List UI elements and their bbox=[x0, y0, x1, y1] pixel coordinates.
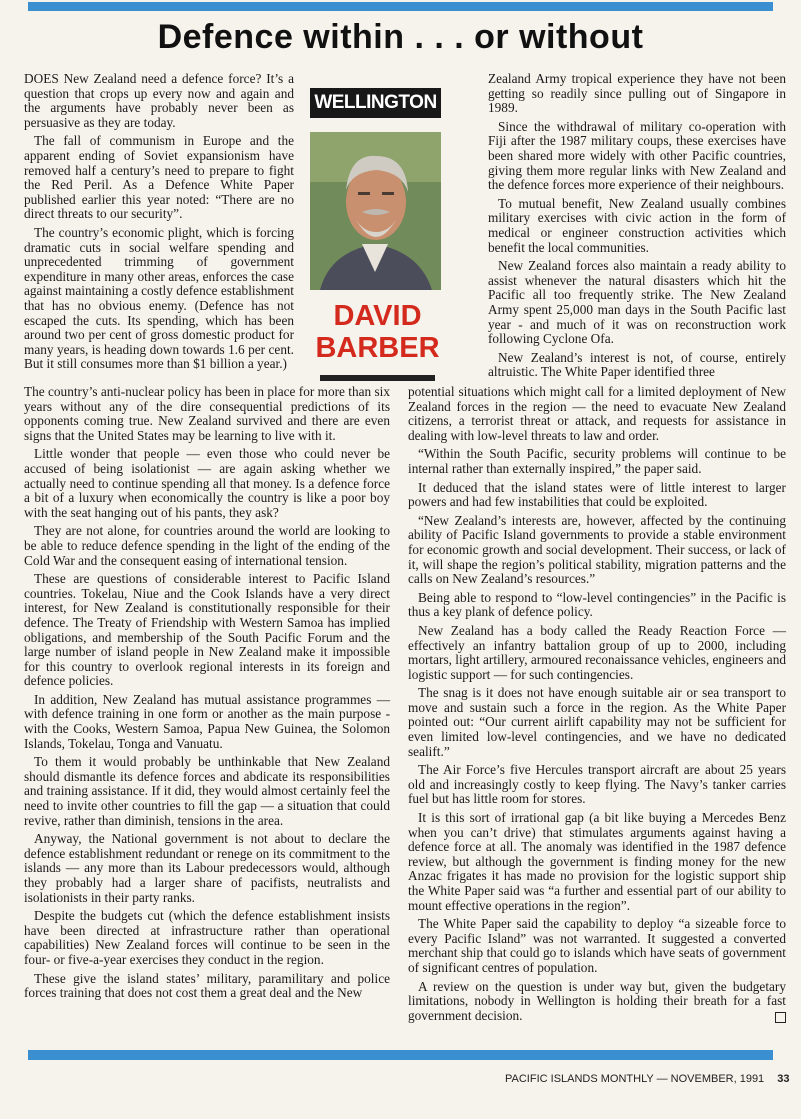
paragraph: The Air Force’s five Hercules transport aircraft are about 25 years old and increasingly costly to keep flying. The Navy’s tanker carries fuel but has little room for stores. bbox=[408, 762, 786, 807]
paragraph: They are not alone, for countries around the world are looking to be able to reduce defence spending in the light of the ending of the Cold War and the consequent easing of international tension. bbox=[24, 523, 390, 568]
author-photo bbox=[310, 132, 441, 290]
paragraph: New Zealand forces also maintain a ready ability to assist whenever the natural disasters which hit the Pacific all too frequently strike. The New Zealand Army spent 25,000 man days in the South Pacific last year - and much of it was on reconstruction work following Cyclone Ofa. bbox=[488, 258, 786, 347]
paragraph: “New Zealand’s interests are, however, affected by the continuing ability of Pacific Island governments to provide a stable environment for economic growth and social development. Their success, or lack of it, will shape the region’s political stability, migration patterns and the calls on New Zealand’s resources.” bbox=[408, 512, 786, 587]
left-column-top bbox=[24, 72, 294, 376]
paragraph: The White Paper said the capability to deploy “a sizeable force to every Pacific Island” was not warranted. It suggested a converted merchant ship that could go to islands which have seats of government of significant centres of population. bbox=[408, 916, 786, 975]
paragraph: These are questions of considerable interest to Pacific Island countries. Tokelau, Niue and the Cook Islands have a very direct interest, for New Zealand is constitutionally responsible for their defence. The Treaty of Friendship with Western Samoa has implied obligations, and membership of the South Pacific Forum and the large number of island people in New Zealand make it impossible for this country to overlook regional interests in its foreign and defence policies. bbox=[24, 571, 390, 689]
paragraph: Zealand Army tropical experience they have not been getting so readily since pulling out of Singapore in 1989. bbox=[488, 71, 786, 116]
author-portrait-icon bbox=[310, 132, 441, 290]
top-color-rule bbox=[28, 2, 773, 11]
paragraph: Little wonder that people — even those who could never be accused of being isolationist — are again asking whether we actually need to continue spending all that money. Is a defence force a bit of a luxury when economically the country is like a poor boy with the seat hanging out of his pants, they ask? bbox=[24, 446, 390, 520]
paragraph: The country’s anti-nuclear policy has been in place for more than six years without any of the dire consequential predictions of its opponents coming true. New Zealand survived and there are even signs that the United States may be learning to live with it. bbox=[24, 384, 390, 443]
paragraph: These give the island states’ military, paramilitary and police forces training that does not cost them a great deal and the New bbox=[24, 970, 390, 1001]
paragraph: Since the withdrawal of military co-operation with Fiji after the 1987 military coups, these exercises have been shared more widely with other Pacific countries, giving them more regular links with New Zealand and the defence forces more experience of their neighbours. bbox=[488, 118, 786, 193]
left-column bbox=[24, 385, 390, 1005]
paragraph: It is this sort of irrational gap (a bit like buying a Mercedes Benz when you can’t drive) that stimulates arguments against having a defence force at all. The anomaly was identified in the 1987 defence review, but although the government is finding money for the new Anzac frigates it has made no provision for the logistic support ship the White Paper said was “a further and essential part of our ability to mount effective operations in the region”. bbox=[408, 810, 786, 913]
paragraph: Anyway, the National government is not about to declare the defence establishment redundant or renege on its commitment to the islands — any more than its Labour predecessors would, although they probably had a larger share of pacifists, neutralists and isolationists in their party ranks. bbox=[24, 831, 390, 905]
paragraph: DOES New Zealand need a defence force? It’s a question that crops up every now and again and the arguments have probably never been as persuasive as they are today. bbox=[24, 71, 294, 130]
paragraph: In addition, New Zealand has mutual assistance programmes — with defence training in one form or another as the main purpose - with the Cooks, Western Samoa, Papua New Guinea, the Solomon Islands, Tokelau, Tonga and Vanuatu. bbox=[24, 691, 390, 751]
bottom-color-rule bbox=[28, 1050, 773, 1060]
paragraph: The snag is it does not have enough suitable air or sea transport to move and sustain such a force in the region. As the White Paper pointed out: “Our current airlift capability may not be sufficient for even limited low-level contingencies, and we have no dedicated sealift.” bbox=[408, 685, 786, 759]
paragraph: potential situations which might call for a limited deployment of New Zealand forces in the region — the need to evacuate New Zealand citizens, a terrorist threat or attack, and requests for assistance in dealing with low-level threats to law and order. bbox=[408, 384, 786, 443]
paragraph: It deduced that the island states were of little interest to larger powers and had few instabilities that could be exploited. bbox=[408, 479, 786, 510]
paragraph: New Zealand has a body called the Ready Reaction Force — effectively an infantry battalion group of up to 2000, including mortars, light artillery, armoured reconaissance vehicles, engineers and logistic support — for such contingencies. bbox=[408, 622, 786, 682]
author-name bbox=[305, 300, 450, 364]
paragraph: To them it would probably be unthinkable that New Zealand should dismantle its defence forces and abdicate its responsibilities and training assistance. If it did, they would almost certainly feel the need to invite other countries to fill the gap — a situation that could revive, rather than diminish, tensions in the area. bbox=[24, 754, 390, 828]
paragraph: To mutual benefit, New Zealand usually combines military exercises with civic action in the form of medical or engineer construction activities which benefit the local communities. bbox=[488, 195, 786, 255]
headline: Defence within . . . or without bbox=[157, 18, 644, 56]
right-column bbox=[408, 385, 786, 1027]
paragraph: Despite the budgets cut (which the defence establishment insists have been directed at infrastructure rather than operational capabilities) New Zealand forces will continue to be seen in the four- or five-a-year exercises they conduct in the region. bbox=[24, 908, 390, 967]
end-mark-icon bbox=[775, 1012, 786, 1023]
author-underline bbox=[320, 375, 435, 381]
paragraph-text: A review on the question is under way but, given the budgetary limitations, nobody in Wellington is holding their breath for a fast government decision. bbox=[408, 978, 786, 1023]
last-paragraph bbox=[408, 980, 786, 1024]
paragraph: “Within the South Pacific, security problems will continue to be internal rather than externally inspired,” the paper said. bbox=[408, 446, 786, 476]
author-first-name: DAVID bbox=[333, 300, 422, 332]
right-column-top bbox=[488, 72, 786, 384]
author-last-name: BARBER bbox=[315, 332, 440, 364]
paragraph: The country’s economic plight, which is forcing dramatic cuts in social welfare spending and unprecedented trimming of government expenditure in many other areas, enforces the case against maintaining a costly defence establishment that has no obvious enemy. (Defence has not escaped the cuts. Its spending, which has been around two per cent of gross domestic product for many years, is heading down towards 1.6 per cent. But it still consumes more than $1 billion a year.) bbox=[24, 224, 294, 372]
page-footer bbox=[505, 1073, 790, 1085]
paragraph: Being able to respond to “low-level contingencies” in the Pacific is thus a key plank of defence policy. bbox=[408, 589, 786, 620]
paragraph: The fall of communism in Europe and the apparent ending of Soviet expansionism have removed half a century’s need to prepare to fight the Red Peril. As a Defence White Paper published earlier this year noted: “There are no direct threats to our security”. bbox=[24, 133, 294, 222]
paragraph: New Zealand’s interest is not, of course, entirely altruistic. The White Paper identified three bbox=[488, 349, 786, 380]
publication-line: PACIFIC ISLANDS MONTHLY — NOVEMBER, 1991 bbox=[505, 1073, 765, 1085]
dateline-badge: WELLINGTON bbox=[310, 88, 441, 118]
page-number: 33 bbox=[777, 1073, 790, 1085]
